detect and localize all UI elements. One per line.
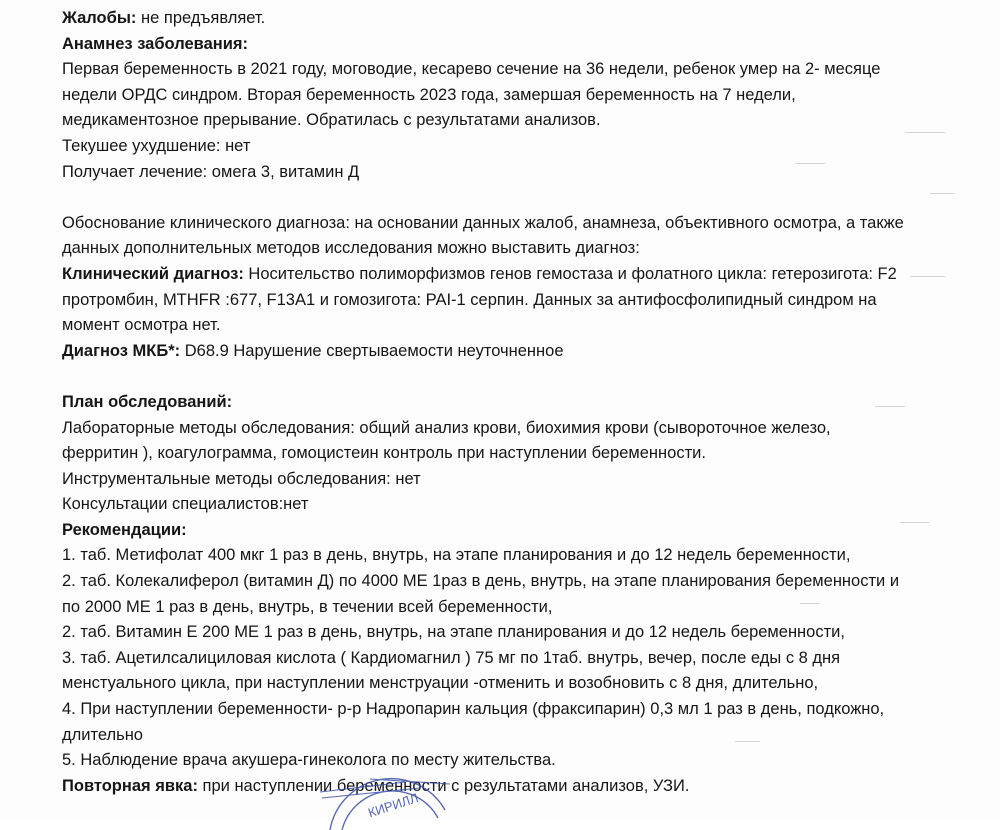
recommendation-line: длительно xyxy=(62,725,143,744)
recommendation-line: 2. таб. Колекалиферол (витамин Д) по 4000 МЕ 1раз в день, внутрь, на этапе планирования беременности и xyxy=(62,572,900,591)
recommendation-line: 5. Наблюдение врача акушера-гинеколога по месту жительства. xyxy=(62,751,556,770)
recommendation-line: 3. таб. Ацетилсалициловая кислота ( Кардиомагнил ) 75 мг по 1таб. внутрь, вечер, после еды с 8 дня xyxy=(62,648,841,667)
follow-up-value: при наступлении беременности с результатами анализов, УЗИ. xyxy=(197,776,690,795)
recommendations-heading: Рекомендации: xyxy=(62,520,187,539)
clinical-diagnosis-label: Клинический диагноз: xyxy=(62,264,244,283)
complaints-label: Жалобы: xyxy=(62,9,137,27)
clinical-diagnosis-line-2: протромбин, MTHFR :677, F13A1 и гомозигота: PAI-1 серпин. Данных за антифосфолипидный синдром на xyxy=(62,290,877,309)
icd-diagnosis-label: Диагноз МКБ*: xyxy=(62,341,181,360)
icd-diagnosis-value: D68.9 Нарушение свертываемости неуточненное xyxy=(180,341,564,360)
exam-plan-heading: План обследований: xyxy=(62,392,233,411)
recommendation-line: менстуального цикла, при наступлении менструации -отменить и возобновить с 8 дня, длительно, xyxy=(62,674,819,693)
complaints-line xyxy=(62,6,972,32)
blank-line xyxy=(62,185,972,211)
icd-diagnosis-line xyxy=(62,339,972,365)
history-heading: Анамнез заболевания: xyxy=(62,34,248,53)
scan-speck xyxy=(795,163,825,164)
scan-speck xyxy=(735,741,760,742)
specialist-consultations: Консультации специалистов:нет xyxy=(62,495,309,514)
stamp-text: КИРИЛЛ xyxy=(366,790,421,821)
recommendation-line: по 2000 МЕ 1 раз в день, внутрь, в течении всей беременности, xyxy=(62,597,553,616)
history-line-1: Первая беременность в 2021 году, моговодие, кесарево сечение на 36 недели, ребенок умер на 2- месяце xyxy=(62,60,881,79)
recommendation-line: 2. таб. Витамин Е 200 МЕ 1 раз в день, внутрь, на этапе планирования и до 12 недель беременности, xyxy=(62,623,845,642)
history-line-2: недели ОРДС синдром. Вторая беременность 2023 года, замершая беременность на 7 недели, xyxy=(62,85,796,104)
document-body xyxy=(62,6,972,799)
lab-methods-line-2: ферритин ), коагулограмма, гомоцистеин контроль при наступлении беременности. xyxy=(62,444,706,463)
justification-line-1: Обоснование клинического диагноза: на основании данных жалоб, анамнеза, объективного осмотра, а также xyxy=(62,213,904,232)
scan-speck xyxy=(875,406,905,407)
scan-speck xyxy=(930,193,955,194)
current-worsening: Текушее ухудшение: нет xyxy=(62,136,251,155)
history-line-3: медикаментозное прерывание. Обратилась с результатами анализов. xyxy=(62,111,601,130)
follow-up-label: Повторная явка: xyxy=(62,776,198,795)
complaints-value: не предъявляет. xyxy=(136,9,266,27)
follow-up-line xyxy=(62,774,972,800)
current-treatment: Получает лечение: омега 3, витамин Д xyxy=(62,162,360,181)
justification-line-2: данных дополнительных методов исследования можно выставить диагноз: xyxy=(62,239,640,258)
scan-speck xyxy=(800,603,820,604)
clinical-diagnosis-line-1 xyxy=(62,262,972,288)
stamp-seal xyxy=(310,770,460,830)
blank-line xyxy=(62,364,972,390)
scan-speck xyxy=(900,522,930,523)
lab-methods-line-1: Лабораторные методы обследования: общий анализ крови, биохимия крови (сывороточное железо, xyxy=(62,418,831,437)
scan-speck xyxy=(910,276,945,277)
instrumental-methods: Инструментальные методы обследования: нет xyxy=(62,469,421,488)
recommendation-line: 4. При наступлении беременности- р-р Надропарин кальция (фраксипарин) 0,3 мл 1 раз в день, подкожно, xyxy=(62,700,885,719)
scan-speck xyxy=(905,132,945,133)
recommendation-line: 1. таб. Метифолат 400 мкг 1 раз в день, внутрь, на этапе планирования и до 12 недель беременности, xyxy=(62,546,851,565)
clinical-diagnosis-line-3: момент осмотра нет. xyxy=(62,316,221,335)
clinical-diagnosis-text: Носительство полиморфизмов генов гемостаза и фолатного цикла: гетерозигота: F2 xyxy=(243,264,897,283)
